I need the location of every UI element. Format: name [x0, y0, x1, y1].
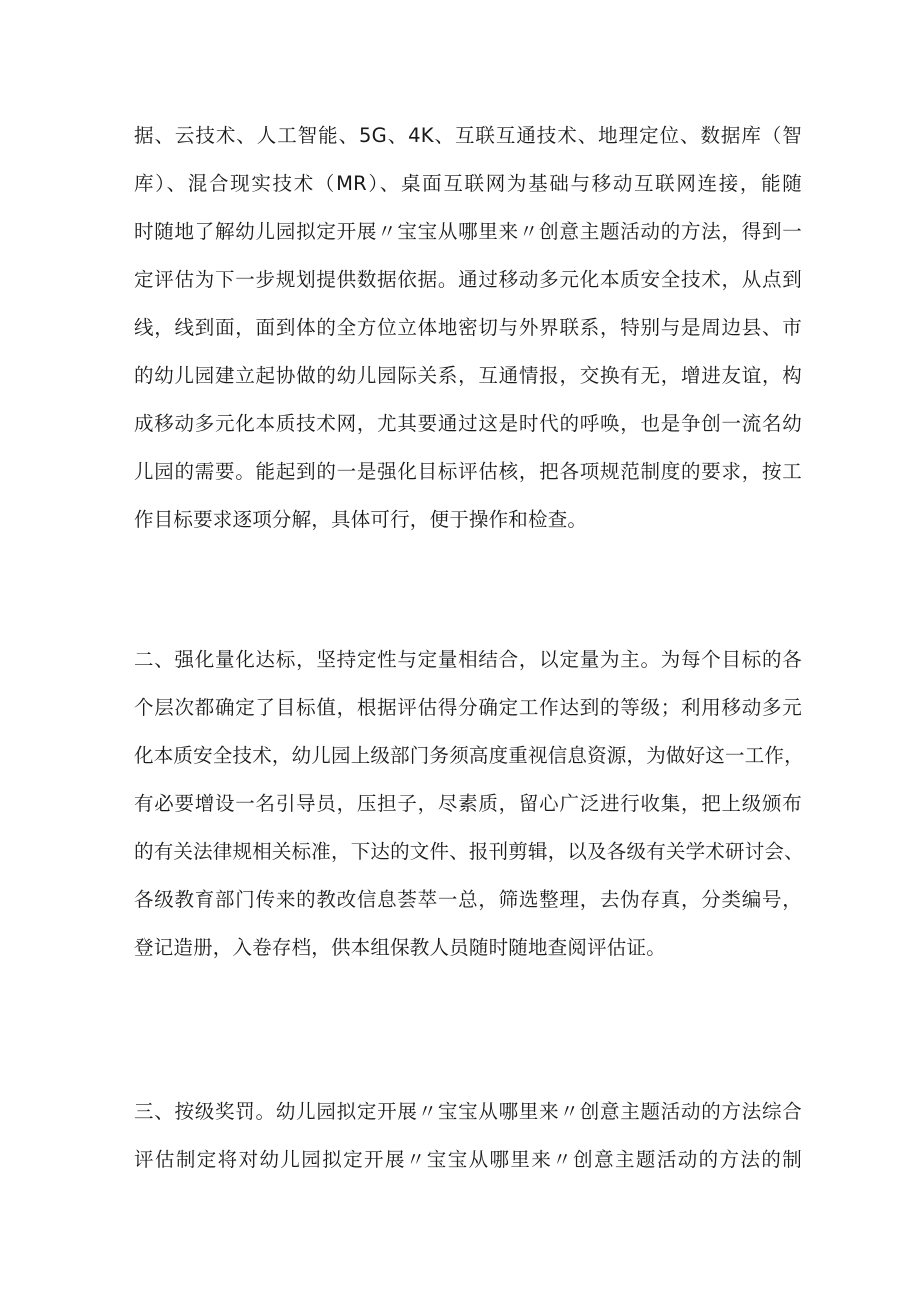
text-line: 作目标要求逐项分解，具体可行，便于操作和检查。	[134, 508, 588, 531]
text-line: 三、按级奖罚。幼儿园拟定开展〃宝宝从哪里来〃创意主题活动的方法综合	[134, 1100, 802, 1123]
text-line: 时随地了解幼儿园拟定开展〃宝宝从哪里来〃创意主题活动的方法，得到一	[134, 220, 802, 243]
text-line: 儿园的需要。能起到的一是强化目标评估核，把各项规范制度的要求，按工	[134, 460, 802, 483]
text-line: 各级教育部门传来的教改信息荟萃一总，筛选整理，去伪存真，分类编号，	[134, 888, 802, 911]
text-line: 二、强化量化达标，坚持定性与定量相结合，以定量为主。为每个目标的各	[134, 648, 802, 671]
text-line: 登记造册，入卷存档，供本组保教人员随时随地查阅评估证。	[134, 936, 666, 959]
text-line: 成移动多元化本质技术网，尤其要通过这是时代的呼唤，也是争创一流名幼	[134, 412, 802, 435]
paragraph-1	[134, 112, 802, 544]
text-line: 据、云技术、人工智能、5G、4K、互联互通技术、地理定位、数据库（智	[134, 124, 802, 147]
text-line: 的幼儿园建立起协做的幼儿园际关系，互通情报，交换有无，增进友谊，构	[134, 364, 802, 387]
text-line: 个层次都确定了目标值，根据评估得分确定工作达到的等级；利用移动多元	[134, 696, 802, 719]
text-line: 化本质安全技术，幼儿园上级部门务须高度重视信息资源，为做好这一工作，	[134, 744, 804, 767]
text-line: 定评估为下一步规划提供数据依据。通过移动多元化本质安全技术，从点到	[134, 268, 802, 291]
paragraph-2	[134, 636, 802, 972]
text-line: 线，线到面，面到体的全方位立体地密切与外界联系，特别与是周边县、市	[134, 316, 802, 339]
paragraph-3	[134, 1088, 802, 1184]
text-line: 库）、混合现实技术（MR）、桌面互联网为基础与移动互联网连接，能随	[134, 172, 802, 195]
text-line: 有必要增设一名引导员，压担子，尽素质，留心广泛进行收集，把上级颁布	[134, 792, 802, 815]
text-line: 评估制定将对幼儿园拟定开展〃宝宝从哪里来〃创意主题活动的方法的制	[134, 1148, 802, 1171]
text-line: 的有关法律规相关标准，下达的文件、报刊剪辑，以及各级有关学术研讨会、	[134, 840, 804, 863]
